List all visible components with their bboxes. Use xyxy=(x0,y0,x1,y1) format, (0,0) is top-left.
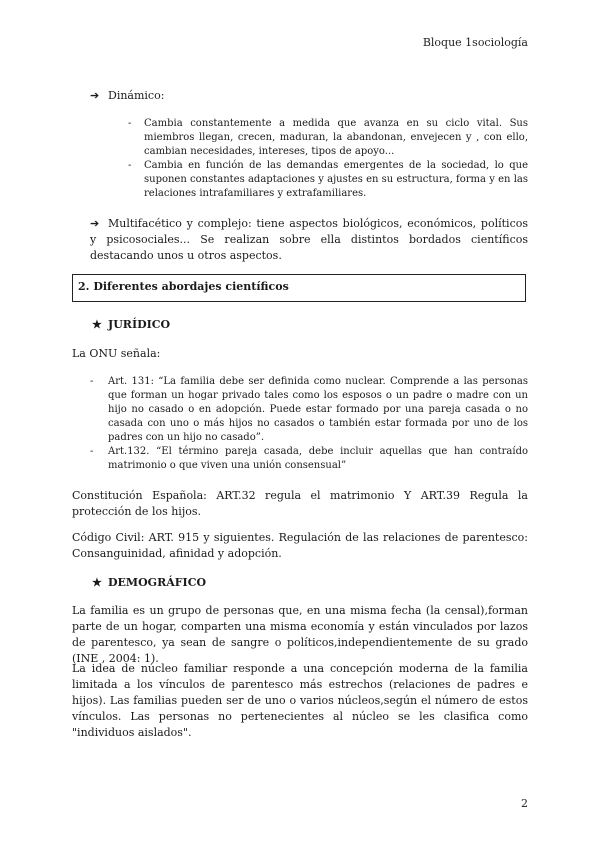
juridico-heading-text: JURÍDICO xyxy=(108,318,171,331)
arrow-bullet-icon: ➔ xyxy=(90,217,100,230)
demografico-paragraph-2: La idea de núcleo familiar responde a una concepción moderna de la familia limitada a los vínculos de parentesco más estrechos (relaciones de padres e hijos). Las familias pueden ser de uno o varios núcleos,según el número de estos vínculos. Las personas no pertenecientes al núcleo se les clasifica como "individuos aislados". xyxy=(72,662,528,739)
onu-article-list xyxy=(90,375,528,473)
dinamico-label: Dinámico: xyxy=(108,89,165,102)
dash-bullet-icon: - xyxy=(90,446,94,457)
demografico-heading-text: DEMOGRÁFICO xyxy=(108,576,207,589)
list-item-text: Art. 131: “La familia debe ser definida como nuclear. Comprende a las personas que forman un hogar privado tales como los esposos o un padre o madre con un hijo no casado o en adopción. Puede estar formado por una pareja casada o no casada con uno o más hijos no casados o también estar formada por uno de los padres con un hijo no casado”. xyxy=(108,376,528,443)
demografico-heading xyxy=(92,576,206,589)
onu-intro: La ONU señala: xyxy=(72,347,161,360)
demografico-paragraph-1: La familia es un grupo de personas que, en una misma fecha (la censal),forman parte de un hogar, comparten una misma economía y están vinculados por lazos de parentesco, ya sean de sangre o políticos,independientemente de su grado (INE , 2004: 1). xyxy=(72,604,528,665)
page-number: 2 xyxy=(521,797,528,810)
header-title: Bloque 1sociología xyxy=(422,36,528,49)
multifacetico-item xyxy=(90,216,528,264)
star-bullet-icon: ★ xyxy=(92,318,102,331)
list-item xyxy=(128,159,528,201)
dash-bullet-icon: - xyxy=(128,160,132,171)
multifacetico-text: Multifacético y complejo: tiene aspectos biológicos, económicos, políticos y psicosociales... Se realizan sobre ella distintos bordados científicos destacando unos u otros aspectos. xyxy=(90,217,528,262)
section-title: 2. Diferentes abordajes científicos xyxy=(78,280,289,293)
dinamico-item xyxy=(90,88,164,104)
juridico-heading xyxy=(92,318,170,331)
dinamico-list xyxy=(128,117,528,201)
arrow-bullet-icon: ➔ xyxy=(90,89,100,102)
star-bullet-icon: ★ xyxy=(92,576,102,589)
section-heading-box xyxy=(72,274,526,302)
dash-bullet-icon: - xyxy=(128,118,132,129)
list-item-text: Cambia en función de las demandas emergentes de la sociedad, lo que suponen constantes adaptaciones y ajustes en su estructura, forma y en las relaciones intrafamiliares y extrafamiliares. xyxy=(144,160,528,199)
list-item-text: Cambia constantemente a medida que avanza en su ciclo vital. Sus miembros llegan, crecen, maduran, la abandonan, envejecen y , con ello, cambian necesidades, intereses, tipos de apoyo... xyxy=(144,118,528,157)
list-item xyxy=(90,445,528,473)
codigo-civil-paragraph: Código Civil: ART. 915 y siguientes. Regulación de las relaciones de parentesco: Consanguinidad, afinidad y adopción. xyxy=(72,531,528,560)
list-item xyxy=(90,375,528,445)
constitucion-paragraph: Constitución Española: ART.32 regula el matrimonio Y ART.39 Regula la protección de los hijos. xyxy=(72,489,528,518)
list-item xyxy=(128,117,528,159)
list-item-text: Art.132. “El término pareja casada, debe incluir aquellas que han contraído matrimonio o que viven una unión consensual” xyxy=(108,446,528,471)
dash-bullet-icon: - xyxy=(90,376,94,387)
